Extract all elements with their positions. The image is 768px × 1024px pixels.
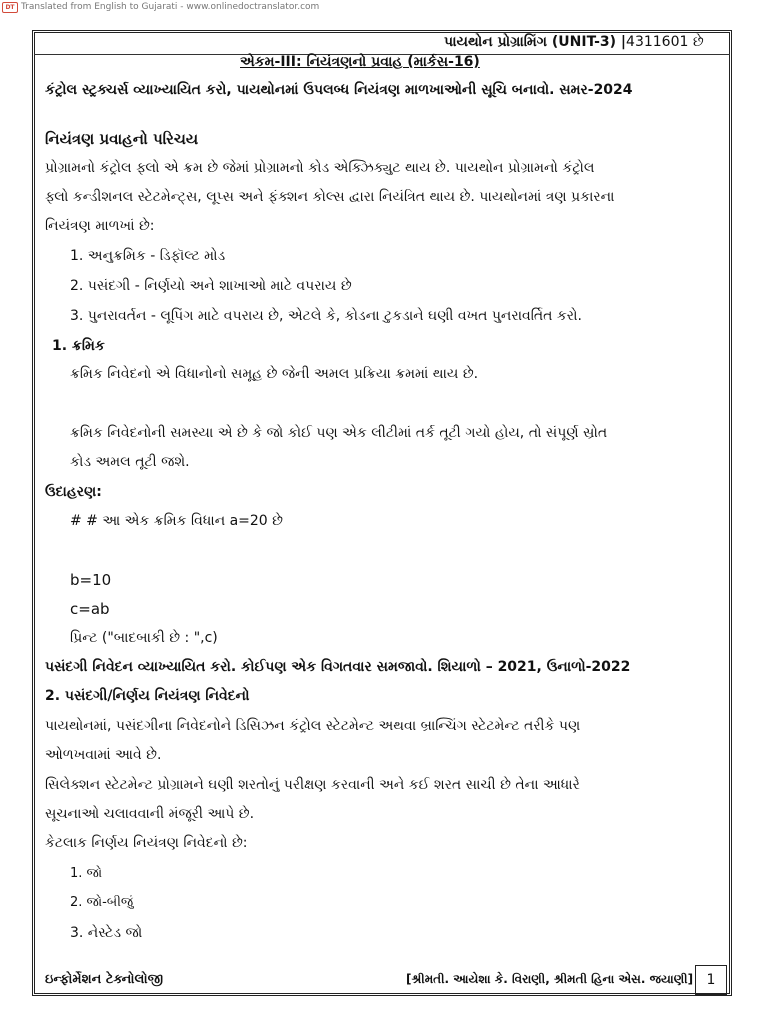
intro-heading: નિયંત્રણ પ્રવાહનો પરિચય <box>45 130 199 148</box>
question-1: કંટ્રોલ સ્ટ્રક્ચર્સ વ્યાખ્યાયિત કરો, પાયથોનમાં ઉપલબ્ધ નિયંત્રણ માળખાઓની સૂચિ બનાવો. સમર-2024 <box>45 82 633 98</box>
selection-line: સિલેક્શન સ્ટેટમેન્ટ પ્રોગ્રામને ઘણી શરતોનું પરીક્ષણ કરવાની અને કઈ શરત સાચી છે તેના આધારે <box>45 777 580 793</box>
sequential-line: ક્રમિક નિવેદનોની સમસ્યા એ છે કે જો કોઈ પણ એક લીટીમાં તર્ક તૂટી ગયો હોય, તો સંપૂર્ણ સ્રોત <box>70 425 608 441</box>
section-heading-sequential: 1. ક્રમિક <box>52 338 105 354</box>
page-header <box>444 34 704 50</box>
list-item: 3. પુનરાવર્તન - લૂપિંગ માટે વપરાય છે, એટલે કે, કોડના ટુકડાને ઘણી વખત પુનરાવર્તિત કરો. <box>70 308 582 324</box>
header-subject: પાયથોન પ્રોગ્રામિંગ (UNIT-3) | <box>444 34 627 50</box>
selection-line: કેટલાક નિર્ણય નિયંત્રણ નિવેદનો છે: <box>45 835 248 851</box>
doc-translator-logo-icon: DT <box>2 2 18 13</box>
selection-line: પાયથોનમાં, પસંદગીના નિવેદનોને ડિસિઝન કંટ્રોલ સ્ટેટમેન્ટ અથવા બ્રાન્ચિંગ સ્ટેટમેન્ટ તરીકે પણ <box>45 718 581 734</box>
sequential-line: કોડ અમલ તૂટી જશે. <box>70 454 190 470</box>
example-heading: ઉદાહરણ: <box>45 484 102 500</box>
list-item: 2. પસંદગી - નિર્ણયો અને શાખાઓ માટે વપરાય છે <box>70 278 352 294</box>
selection-line: સૂચનાઓ ચલાવવાની મંજૂરી આપે છે. <box>45 806 255 822</box>
footer-authors: [શ્રીમતી. આયેશા કે. વિરાણી, શ્રીમતી હિના એસ. જયાણી] <box>406 972 694 986</box>
banner-text: Translated from English to Gujarati - www.onlinedoctranslator.com <box>21 2 320 12</box>
list-item: 1. અનુક્રમિક - ડિફૉલ્ટ મોડ <box>70 248 226 264</box>
question-2: પસંદગી નિવેદન વ્યાખ્યાયિત કરો. કોઈપણ એક વિગતવાર સમજાવો. શિયાળો – 2021, ઉનાળો-2022 <box>45 659 631 675</box>
code-line: b=10 <box>70 571 112 589</box>
footer-department: ઇન્ફોર્મેશન ટેક્નોલોજી <box>45 972 164 987</box>
header-code: 4311601 છે <box>626 34 704 50</box>
list-item: 3. નેસ્ટેડ જો <box>70 925 143 941</box>
list-item: 2. જો-બીજું <box>70 895 134 910</box>
code-line: પ્રિન્ટ ("બાદબાકી છે : ",c) <box>70 630 218 646</box>
code-line: c=ab <box>70 600 110 618</box>
translator-banner <box>0 0 319 14</box>
list-item: 1. જો <box>70 866 103 881</box>
intro-line: નિયંત્રણ માળખાં છે: <box>45 218 155 234</box>
page-number: 1 <box>695 965 727 995</box>
intro-line: ફ્લો કન્ડીશનલ સ્ટેટમેન્ટ્સ, લૂપ્સ અને ફંક્શન કોલ્સ દ્વારા નિયંત્રિત થાય છે. પાયથોનમાં ત્રણ પ્રકારના <box>45 189 615 205</box>
section-heading-selection: 2. પસંદગી/નિર્ણય નિયંત્રણ નિવેદનો <box>45 688 250 704</box>
sequential-line: ક્રમિક નિવેદનો એ વિધાનોનો સમૂહ છે જેની અમલ પ્રક્રિયા ક્રમમાં થાય છે. <box>70 366 479 382</box>
code-line: # # આ એક ક્રમિક વિધાન a=20 છે <box>70 513 283 529</box>
unit-title: એકમ-III: નિયંત્રણનો પ્રવાહ (માર્કસ-16) <box>240 54 480 70</box>
selection-line: ઓળખવામાં આવે છે. <box>45 747 162 763</box>
intro-line: પ્રોગ્રામનો કંટ્રોલ ફ્લો એ ક્રમ છે જેમાં પ્રોગ્રામનો કોડ એક્ઝિક્યુટ થાય છે. પાયથોન પ્રોગ્રામનો કંટ્રોલ <box>45 160 595 176</box>
